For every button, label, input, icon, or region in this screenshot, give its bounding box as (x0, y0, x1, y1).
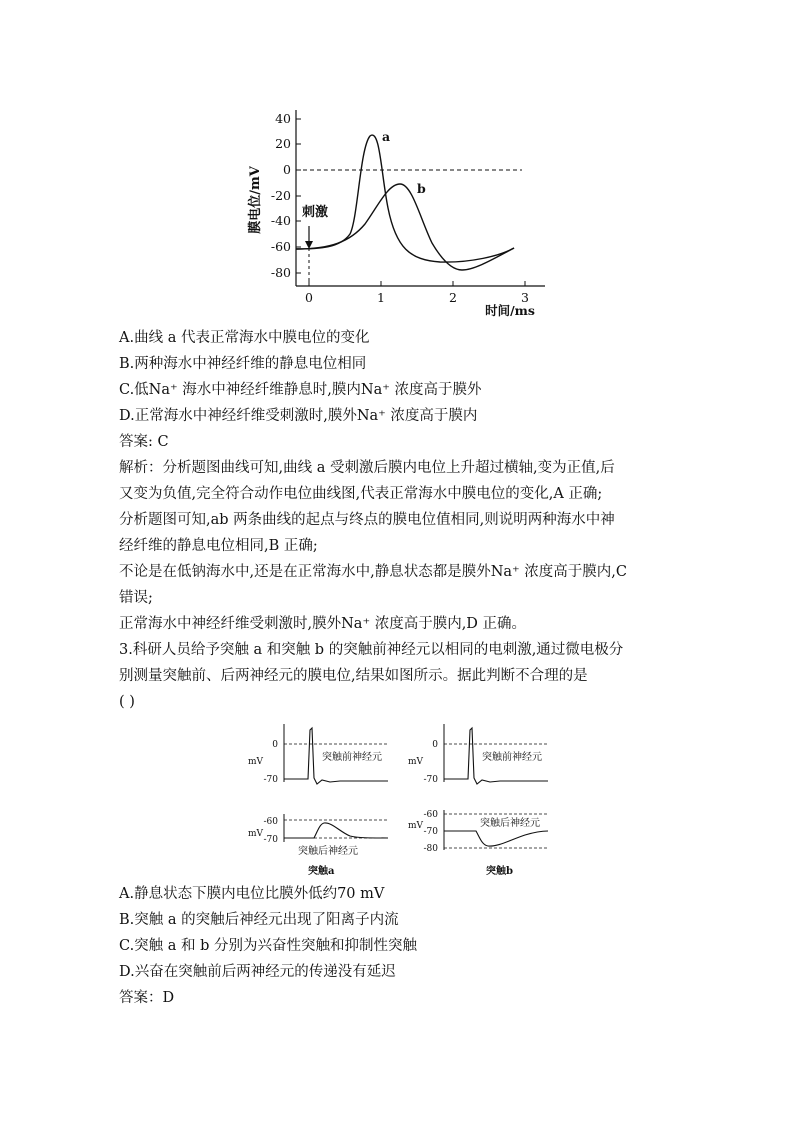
x-tick-label: 1 (377, 290, 385, 305)
x-tick-label: 0 (305, 290, 313, 305)
option-line: D.兴奋在突触前后两神经元的传递没有延迟 (119, 964, 396, 980)
x-tick-label: 2 (449, 290, 457, 305)
question-line: ( ) (119, 694, 135, 710)
post-a-trace (284, 823, 388, 838)
curve-b (296, 184, 514, 270)
post-b-label: 突触后神经元 (480, 818, 540, 829)
curve-a (296, 135, 514, 262)
option-line: A.静息状态下膜内电位比膜外低约70 mV (119, 886, 385, 902)
analysis-line: 解析：分析题图曲线可知,曲线 a 受刺激后膜内电位上升超过横轴,变为正值,后 (119, 460, 615, 476)
stimulus-label: 刺激 (302, 205, 329, 220)
question-line: 3.科研人员给予突触 a 和突触 b 的突触前神经元以相同的电刺激,通过微电极分 (119, 642, 624, 658)
y-tick-label: 40 (275, 111, 291, 126)
y-axis-label: 膜电位/mV (248, 166, 263, 234)
synapse-a-label: 突触a (308, 866, 335, 877)
option-line: C.低Na⁺ 海水中神经纤维静息时,膜内Na⁺ 浓度高于膜外 (119, 382, 482, 398)
post-b-trace (444, 831, 548, 846)
curve-b-label: b (417, 181, 426, 196)
mv-label: mV (248, 757, 264, 767)
analysis-line: 经纤维的静息电位相同,B 正确; (119, 538, 318, 554)
membrane-potential-chart (240, 108, 560, 323)
analysis-line: 又变为负值,完全符合动作电位曲线图,代表正常海水中膜电位的变化,A 正确; (119, 486, 603, 502)
option-line: C.突触 a 和 b 分别为兴奋性突触和抑制性突触 (119, 938, 418, 954)
post-b-tick: -60 (423, 810, 438, 820)
pre-b-tick: -70 (423, 775, 438, 785)
analysis-line: 错误; (119, 590, 153, 606)
option-line: A.曲线 a 代表正常海水中膜电位的变化 (119, 330, 370, 346)
post-b-tick: -70 (423, 827, 438, 837)
answer-line: 答案: C (119, 434, 169, 450)
pre-a-tick: 0 (272, 740, 278, 750)
pre-b-label: 突触前神经元 (482, 752, 542, 763)
x-axis-label: 时间/ms (485, 303, 535, 318)
post-a-label: 突触后神经元 (298, 846, 358, 857)
pre-a-label: 突触前神经元 (322, 752, 382, 763)
y-tick-label: -20 (270, 188, 291, 203)
mv-label: mV (408, 821, 424, 831)
y-ticks (296, 119, 301, 273)
y-tick-label: 0 (283, 162, 291, 177)
post-a-tick: -60 (263, 817, 278, 827)
analysis-line: 不论是在低钠海水中,还是在正常海水中,静息状态都是膜外Na⁺ 浓度高于膜内,C (119, 564, 628, 580)
mv-label: mV (408, 757, 424, 767)
analysis-line: 正常海水中神经纤维受刺激时,膜外Na⁺ 浓度高于膜内,D 正确。 (119, 616, 527, 632)
synapse-recordings-figure (240, 718, 560, 880)
curve-a-label: a (382, 129, 391, 144)
x-tick-label: 3 (521, 290, 529, 305)
pre-b-tick: 0 (432, 740, 438, 750)
option-line: B.突触 a 的突触后神经元出现了阳离子内流 (119, 912, 399, 928)
post-b-tick: -80 (423, 844, 438, 854)
y-tick-label: -80 (270, 265, 291, 280)
question-line: 别测量突触前、后两神经元的膜电位,结果如图所示。据此判断不合理的是 (119, 668, 588, 684)
option-line: D.正常海水中神经纤维受刺激时,膜外Na⁺ 浓度高于膜内 (119, 408, 478, 424)
post-a-tick: -70 (263, 835, 278, 845)
mv-label: mV (248, 829, 264, 839)
y-tick-label: 20 (275, 136, 291, 151)
pre-a-tick: -70 (263, 775, 278, 785)
answer-line: 答案：D (119, 990, 175, 1006)
y-tick-label: -40 (270, 213, 291, 228)
analysis-line: 分析题图可知,ab 两条曲线的起点与终点的膜电位值相同,则说明两种海水中神 (119, 512, 615, 528)
option-line: B.两种海水中神经纤维的静息电位相同 (119, 356, 367, 372)
synapse-b-label: 突触b (486, 866, 513, 877)
y-tick-label: -60 (270, 239, 291, 254)
